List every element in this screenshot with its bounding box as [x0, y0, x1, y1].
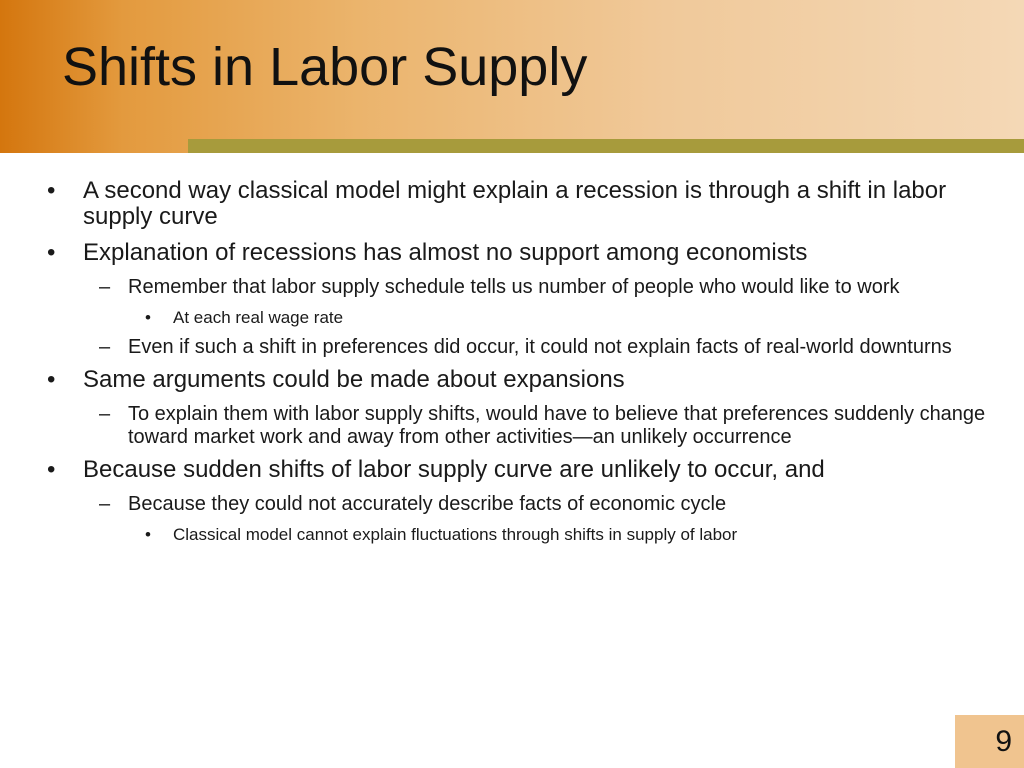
page-number-box	[955, 715, 1024, 768]
bullet-marker: •	[47, 177, 56, 204]
bullet-marker: •	[145, 525, 151, 544]
sub-bullet-item	[45, 276, 1015, 299]
sub-sub-bullet-item	[45, 307, 1015, 328]
sub-bullet-item	[45, 336, 1015, 359]
bullet-item	[45, 457, 1015, 483]
bullet-text: Explanation of recessions has almost no support among economists	[83, 239, 808, 266]
bullet-marker: •	[47, 366, 56, 393]
sub-bullet-text: Because they could not accurately describe facts of economic cycle	[128, 493, 727, 515]
title-divider-right	[888, 139, 1024, 153]
sub-sub-bullet-text: At each real wage rate	[173, 308, 344, 327]
bullet-marker: •	[145, 308, 151, 327]
title-divider	[188, 139, 888, 153]
bullet-marker: •	[47, 239, 56, 266]
dash-marker: –	[99, 493, 111, 515]
bullet-text: Because sudden shifts of labor supply curve are unlikely to occur, and	[83, 456, 825, 483]
bullet-list	[45, 178, 1015, 553]
sub-bullet-item	[45, 403, 1015, 449]
dash-marker: –	[99, 403, 111, 425]
bullet-item	[45, 240, 1015, 266]
page-number: 9	[995, 725, 1012, 758]
sub-bullet-text: To explain them with labor supply shifts, would have to believe that preferences suddenly change toward market work and away from other activities—an unlikely occurrence	[128, 403, 986, 448]
bullet-text: Same arguments could be made about expansions	[83, 366, 625, 393]
dash-marker: –	[99, 276, 111, 298]
bullet-marker: •	[47, 456, 56, 483]
bullet-item	[45, 367, 1015, 393]
sub-bullet-text: Even if such a shift in preferences did occur, it could not explain facts of real-world downturns	[128, 336, 952, 358]
title-band	[0, 0, 1024, 153]
dash-marker: –	[99, 336, 111, 358]
bullet-text: A second way classical model might explain a recession is through a shift in labor supply curve	[83, 177, 947, 230]
sub-bullet-text: Remember that labor supply schedule tells us number of people who would like to work	[128, 276, 900, 298]
slide-title: Shifts in Labor Supply	[62, 37, 588, 97]
sub-bullet-item	[45, 493, 1015, 516]
sub-sub-bullet-text: Classical model cannot explain fluctuations through shifts in supply of labor	[173, 525, 738, 544]
sub-sub-bullet-item	[45, 524, 1015, 545]
bullet-item	[45, 178, 1015, 230]
